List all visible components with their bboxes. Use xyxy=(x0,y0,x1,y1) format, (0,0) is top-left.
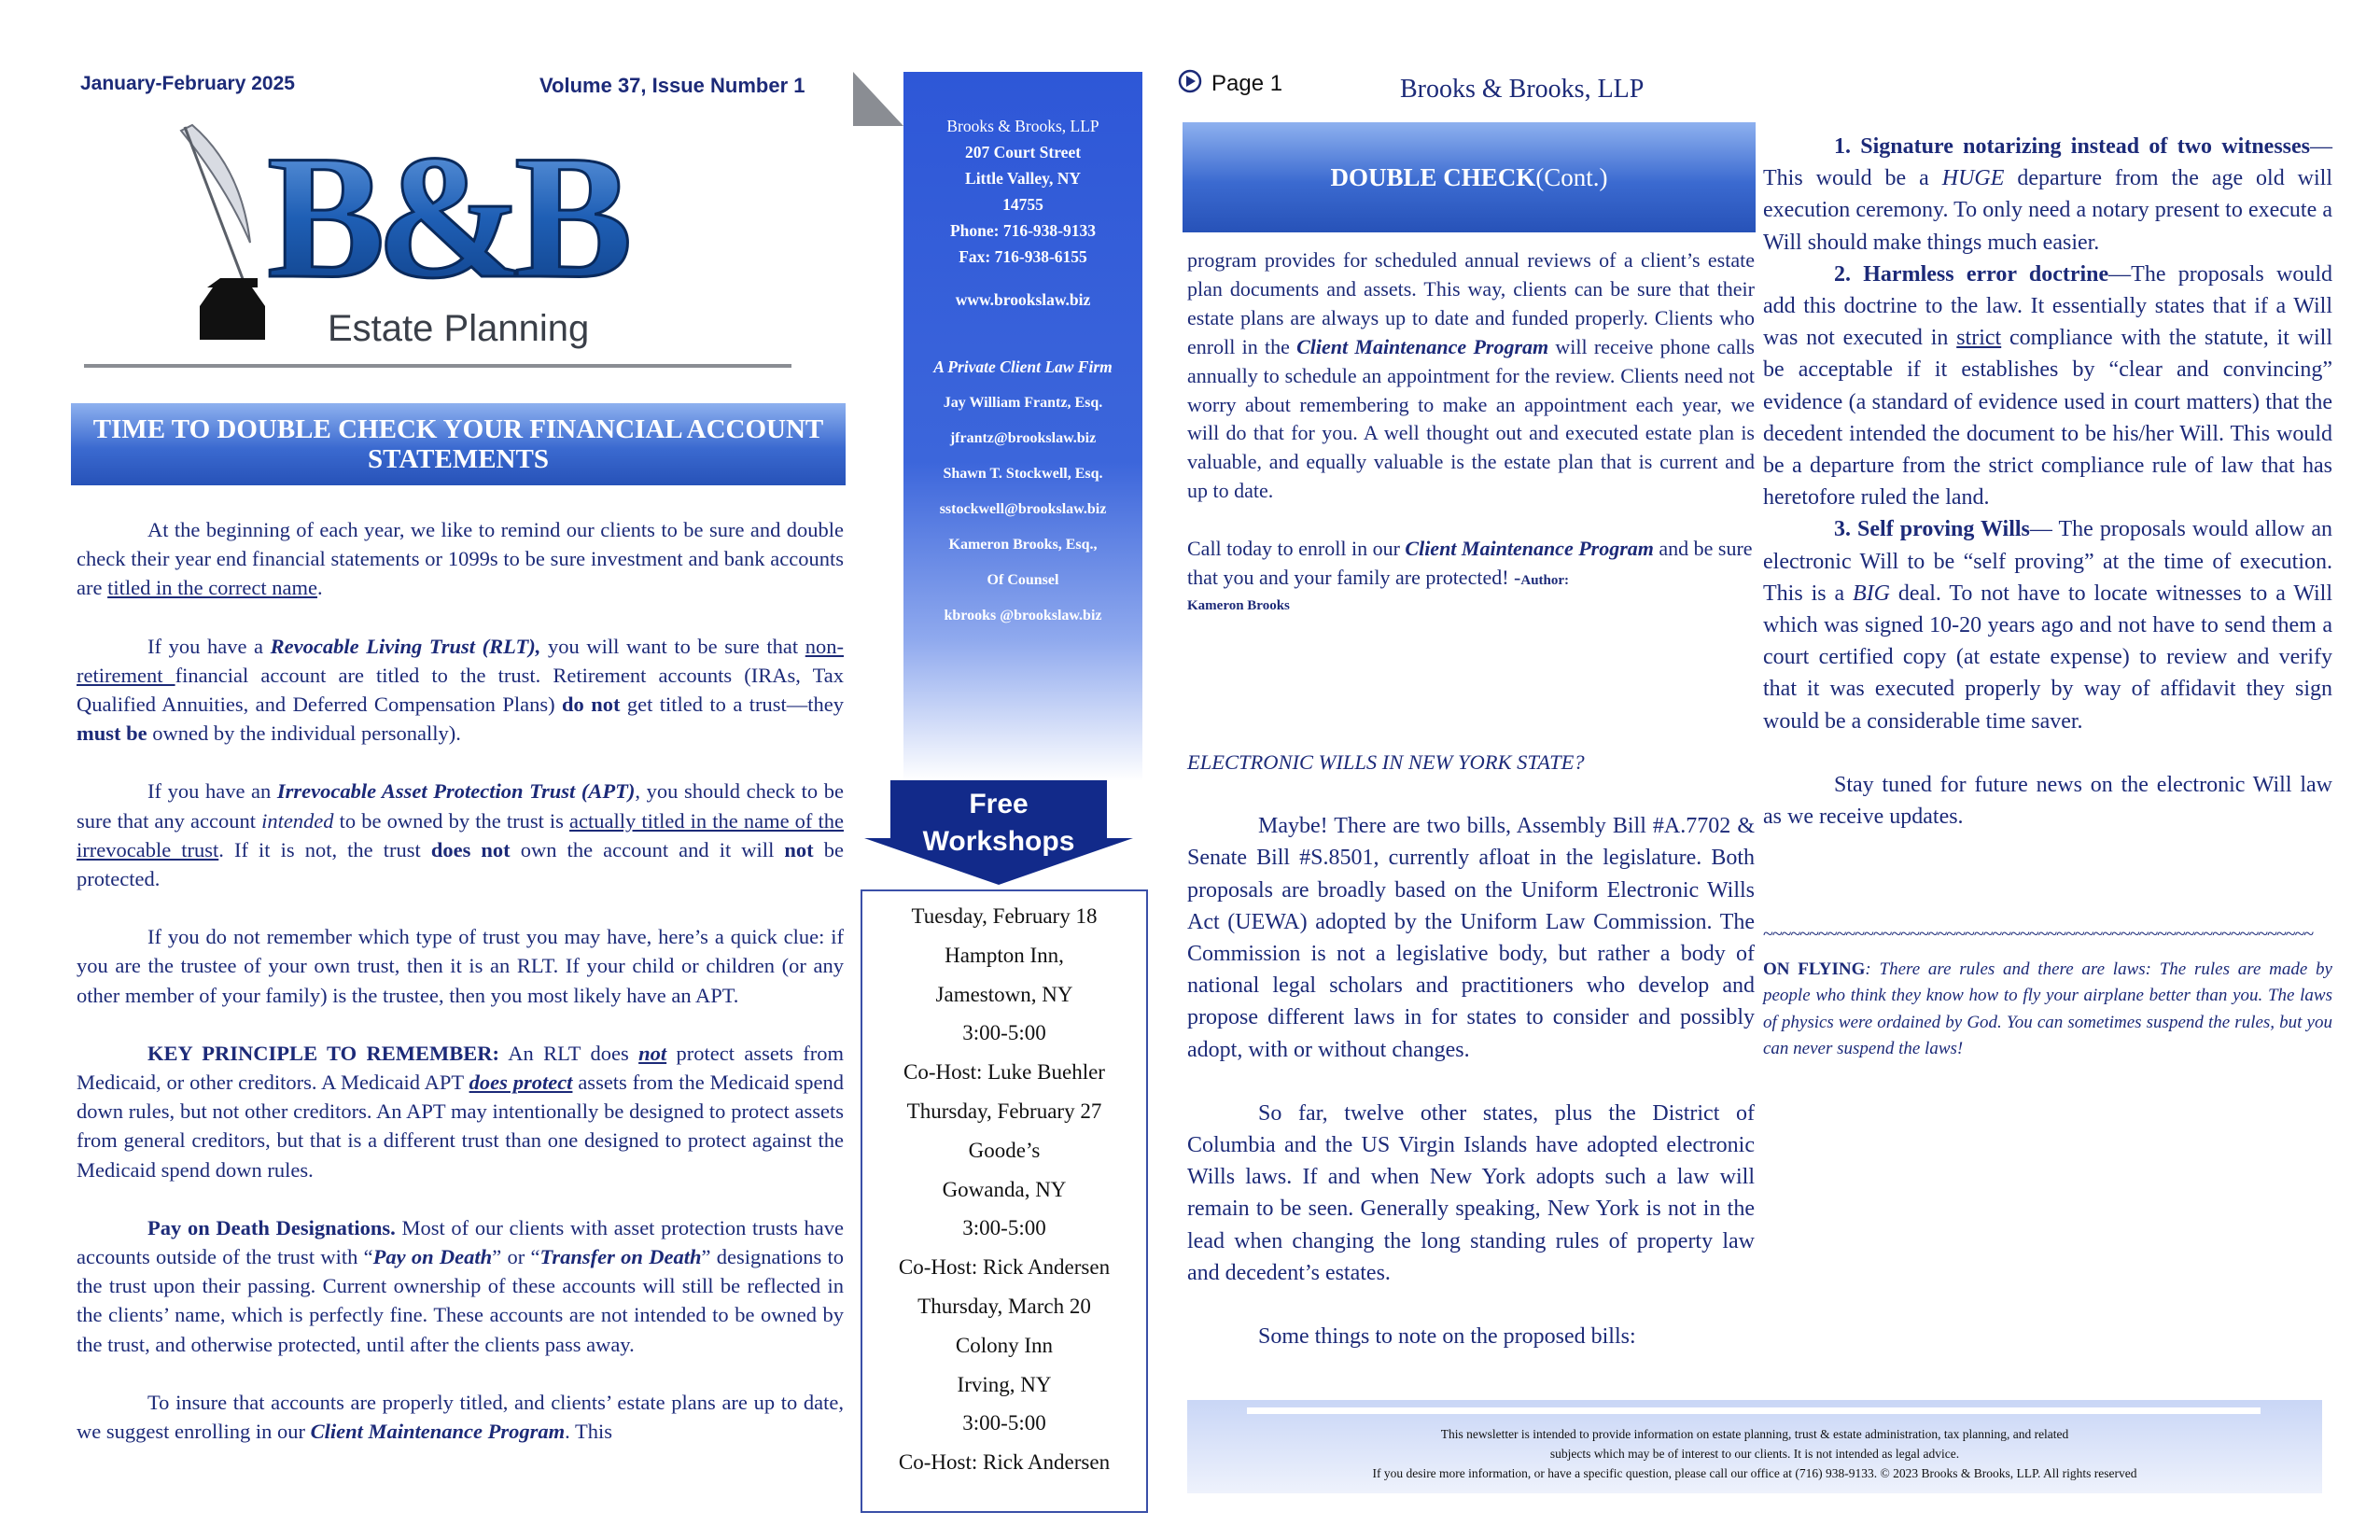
on-flying-quote: ON FLYING: There are rules and there are laws: The rules are made by people who think they know how to fly your airplane better than you. The laws of physics were ordained by God. You can sometimes suspend the rules, but you can never suspend the laws! xyxy=(1763,959,2332,1058)
sidebar-street: 207 Court Street xyxy=(964,143,1082,161)
bb-estate-planning-logo xyxy=(80,112,795,373)
sidebar-attorney-3: Kameron Brooks, Esq., xyxy=(948,537,1098,553)
double-check-continued: program provides for scheduled annual reviews of a client’s estate plan documents and assets. This way, clients can be sure that their estate plans are always up to date and funded properly. Clients who enroll in the Client Maintenance Program will receive phone calls annually to schedule an appointment for the review. Clients need not worry about remembering to make an appointment each year, we will do that for you. A well thought out and executed estate plan is valuable, and equally valuable is the estate plan that is current and up to date. Call today to enroll in our Client Maintenance Program and be sure that you and your family are protected! -Author: Kameron Brooks xyxy=(1187,246,1755,616)
footer-rule xyxy=(1247,1407,2261,1414)
sidebar-email-3[interactable]: kbrooks @brookslaw.biz xyxy=(944,608,1102,623)
double-check-cont-heading: DOUBLE CHECK (Cont.) xyxy=(1183,122,1756,232)
workshop-line: Co-Host: Rick Andersen xyxy=(898,1450,1111,1475)
sidebar-attorney-2: Shawn T. Stockwell, Esq. xyxy=(943,466,1103,482)
article-author: Kameron Brooks xyxy=(1187,597,1290,613)
workshops-title: Free Workshops xyxy=(922,789,1075,857)
workshop-line: Goode’s xyxy=(968,1138,1041,1162)
firm-contact-sidebar xyxy=(903,72,1142,781)
workshop-line: 3:00-5:00 xyxy=(962,1411,1046,1435)
page-indicator: Page 1 xyxy=(1178,69,1282,97)
workshop-line: Gowanda, NY xyxy=(942,1177,1067,1201)
workshop-line: 3:00-5:00 xyxy=(962,1021,1046,1045)
workshop-line: Tuesday, February 18 xyxy=(911,904,1098,928)
sidebar-city: Little Valley, NY xyxy=(965,169,1081,188)
divider-tildes: ~~~~~~~~~~~~~~~~~~~~~~~~~~~~~~~~~~~~~~~~~~~~~~~~~~~~~~~~~~~~ xyxy=(1763,924,2314,945)
electronic-wills-heading: ELECTRONIC WILLS IN NEW YORK STATE? xyxy=(1187,750,1585,774)
sidebar-tagline: A Private Client Law Firm xyxy=(933,357,1113,376)
workshop-line: 3:00-5:00 xyxy=(962,1216,1046,1240)
logo-tagline: Estate Planning xyxy=(328,308,590,349)
main-article: At the beginning of each year, we like to remind our clients to be sure and double check their year end financial statements or 1099s to be sure investment and bank accounts are titled in the correct name. If you have a Revocable Living Trust (RLT), you will want to be sure that non-retirement financial account are titled to the trust. Retirement accounts (IRAs, Tax Qualified Annuities, and Deferred Compensation Plans) do not get titled to a trust—they must be owned by the individual personally). If you have an Irrevocable Asset Protection Trust (APT), you should check to be sure that any account intended to be owned by the trust is actually titled in the name of the irrevocable trust. If it is not, the trust does not own the account and it will not be protected. If you do not remember which type of trust you may have, here’s a quick clue: if you are the trustee of your own trust, then it is an RLT. If your child or children (or any other member of your family) is the trustee, then you most likely have an APT. KEY PRINCIPLE TO REMEMBER: An RLT does not protect assets from Medicaid, or other creditors. A Medicaid APT does protect assets from the Medicaid spend down rules, but not other creditors. An APT may intentionally be designed to protect assets from general creditors, but that is a different trust than one designed to protect against the Medicaid spend down rules. Pay on Death Designations. Most of our clients with asset protection trusts have accounts outside of the trust with “Pay on Death” or “Transfer on Death” designations to the trust upon their passing. Current ownership of these accounts will still be reflected in the clients’ name, which is perfectly fine. These accounts are not intended to be owned by the trust, and otherwise protected, until after the clients pass away. To insure that accounts are properly titled, and clients’ estate plans are up to date, we suggest enrolling in our Client Maintenance Program. This xyxy=(77,518,845,1444)
workshop-line: Jamestown, NY xyxy=(935,982,1073,1006)
sidebar-email-1[interactable]: jfrantz@brookslaw.biz xyxy=(949,430,1097,446)
electronic-wills-article: ELECTRONIC WILLS IN NEW YORK STATE? Maybe! There are two bills, Assembly Bill #A.7702 & Senate Bill #S.8501, currently afloat in the legislature. Both proposals are broadly based on the Uniform Electronic Wills Act (UEWA) adopted by the Uniform Law Commission. The Commission is not a legislative body, but rather a body of national legal scholars and practitioners who develop and propose different laws in for states to consider and possibly adopt, with or without changes. So far, twelve other states, plus the District of Columbia and the US Virgin Islands have adopted electronic Wills laws. If and when New York adopts such a law will remain to be seen. Generally speaking, New York is not in the lead when changing the long standing rules of property law and decedent’s estates. Some things to note on the proposed bills: xyxy=(1187,747,1755,1352)
workshop-line: Hampton Inn, xyxy=(945,943,1064,967)
sidebar-counsel: Of Counsel xyxy=(987,572,1059,588)
issue-date: January-February 2025 xyxy=(80,73,295,94)
sidebar-firm: Brooks & Brooks, LLP xyxy=(946,117,1099,135)
sidebar-attorney-1: Jay William Frantz, Esq. xyxy=(943,395,1103,411)
sidebar-website[interactable]: www.brookslaw.biz xyxy=(955,290,1091,309)
footer-disclaimer: This newsletter is intended to provide information on estate planning, trust & estate administration, tax planning, and related subjects which may be of interest to our clients. It is not intended as legal advice. If you desire more information, or have a specific question, please call our office at (716) 938-9133. © 2023 Brooks & Brooks, LLP. All rights reserved xyxy=(1372,1427,2137,1480)
sidebar-corner xyxy=(853,72,903,126)
workshop-line: Thursday, February 27 xyxy=(906,1099,1102,1123)
firm-running-head: Brooks & Brooks, LLP xyxy=(1400,75,1645,104)
workshop-line: Thursday, March 20 xyxy=(917,1294,1091,1318)
logo-letters: B&B xyxy=(267,119,623,315)
sidebar-phone: Phone: 716-938-9133 xyxy=(949,221,1097,240)
workshops-schedule xyxy=(861,889,1148,1513)
inkwell-icon xyxy=(200,278,265,340)
quill-pen-icon xyxy=(181,125,250,284)
workshop-line: Co-Host: Rick Andersen xyxy=(898,1255,1111,1280)
play-arrow-icon xyxy=(1178,69,1202,93)
sidebar-email-2[interactable]: sstockwell@brookslaw.biz xyxy=(939,501,1107,517)
workshop-line: Co-Host: Luke Buehler xyxy=(903,1060,1105,1085)
workshop-line: Irving, NY xyxy=(957,1372,1052,1396)
proposed-bills-points: 1. Signature notarizing instead of two witnesses—This would be a HUGE departure from the age old will execution ceremony. To only need a notary present to execute a Will should make things much easier. 2. Harmless error doctrine—The proposals would add this doctrine to the law. It essentially states that if a Will was not executed in strict compliance with the statute, it will be acceptable if it establishes by “clear and convincing” evidence (a standard of evidence used in court matters) that the decedent intended the document to be his/her Will. This would be a departure from the strict compliance rule of law that has heretofore ruled the land. 3. Self proving Wills— The proposals would allow an electronic Will to be “self proving” at the time of execution. This is a BIG deal. To not have to locate witnesses to a Will which was signed 10-20 years ago and not have to send them a court certified copy (at estate expense) to review and verify that it was executed properly by way of affidavit they sign would be a considerable time saver. Stay tuned for future news on the electronic Will law as we receive updates. xyxy=(1763,134,2333,830)
sidebar-fax: Fax: 716-938-6155 xyxy=(959,247,1087,266)
workshop-line: Colony Inn xyxy=(955,1333,1054,1357)
main-article-heading: TIME TO DOUBLE CHECK YOUR FINANCIAL ACCOUNT STATEMENTS xyxy=(71,403,846,485)
issue-volume: Volume 37, Issue Number 1 xyxy=(539,74,805,97)
sidebar-zip: 14755 xyxy=(1002,195,1043,214)
